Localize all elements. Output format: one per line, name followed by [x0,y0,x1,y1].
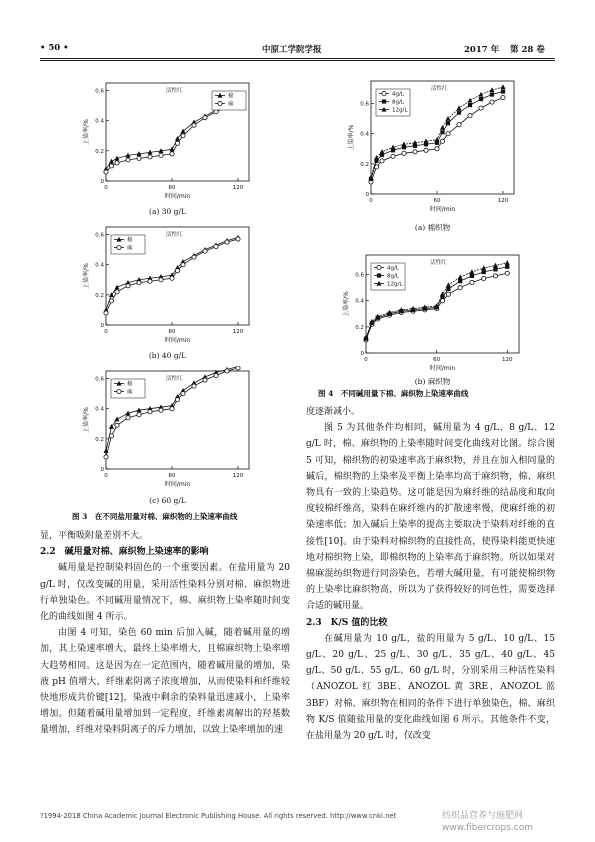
data-point [148,279,152,283]
data-point [225,240,229,244]
legend-label: 8g/L [392,99,404,106]
x-tick-label: 60 [168,185,176,191]
data-point [109,299,113,303]
data-point [181,392,185,396]
legend-label: 4g/L [387,265,399,272]
left-column-text [40,528,290,739]
data-point [501,89,505,93]
chart-annotation: 活性红 [166,232,183,238]
y-axis-label: 上染率/% [83,119,90,145]
y-tick-label: 0.6 [355,272,364,279]
data-point [104,311,108,315]
x-tick-label: 60 [168,473,176,479]
legend-label: 麻 [127,245,133,252]
data-point [170,152,174,156]
y-axis-label: 上染率/% [83,263,90,289]
data-point [214,373,218,377]
x-axis-label: 时间/min [164,193,191,200]
data-point [424,148,428,152]
data-point [148,155,152,159]
chart-annotation: 活性红 [166,88,183,94]
y-tick-label: 0 [100,467,104,473]
caption-cotton: (a) 棉织物 [414,223,451,232]
data-point [192,123,196,127]
legend-label: 麻 [228,101,234,108]
data-point [470,280,474,284]
data-point [458,286,462,290]
y-tick-label: 0.4 [95,118,104,125]
data-point [104,170,108,174]
y-tick-label: 0.4 [360,131,369,138]
data-point [159,278,163,282]
legend-marker [377,273,381,277]
legend-label: 麻 [127,389,133,396]
data-point [159,153,163,157]
data-point [181,134,185,138]
data-point [236,366,240,370]
data-point [214,245,218,249]
data-point [402,151,406,155]
legend-marker [382,91,386,95]
data-point [446,292,450,296]
data-point [435,147,439,151]
data-point [481,265,486,270]
figure-3-caption: 图 3 在不同盐用量对棉、麻织物的上染速率曲线 [72,512,238,521]
y-tick-label: 0 [100,179,104,185]
data-point [126,416,130,420]
data-point [493,263,498,268]
data-point [446,132,450,136]
caption-40gl: (b) 40 g/L [148,351,187,360]
left-paragraph-1: 碱用量是控制染料固色的一个重要因素。在盐用量为 20 g/L 时，仅改变碱的用量，采用活性染料分别对棉、麻织物进行单独染色。不同碱用量情况下，棉、麻织物上染率随时间变化的曲线如图 4 所示。 [40,563,290,623]
data-point [104,455,108,459]
x-axis-label: 时间/min [429,365,456,372]
x-tick-label: 120 [497,198,509,204]
data-point [458,279,462,283]
y-tick-label: 0.2 [95,436,104,443]
data-point [493,274,497,278]
x-tick-label: 0 [364,357,368,363]
legend-marker [117,389,121,393]
x-tick-label: 60 [433,357,441,363]
x-axis-label: 时间/min [429,206,456,213]
data-point [126,158,130,162]
data-point [482,270,486,274]
chart-annotation: 活性红 [430,260,447,266]
chart-60gl [80,366,255,491]
data-point [468,103,472,107]
data-point [137,413,141,417]
figure-4-caption: 图 4 不同碱用量下棉、麻织物上染速率曲线 [318,389,469,398]
caption-60gl: (c) 60 g/L [149,496,186,505]
data-point [457,123,461,127]
data-point [175,141,179,145]
copyright-footer: ?1994-2018 China Academic Journal Electronic Publishing House. All rights reserved. http://www.cnki.net [40,812,397,820]
chart-linen [340,250,525,375]
data-point [114,417,119,422]
left-paragraph-2: 由图 4 可知，染色 60 min 后加入碱，随着碱用量的增加，其上染速率增大，最终上染率增大，且棉麻织物上染率增大趋势相同。这是因为在一定范围内，随着碱用量的增加，染液 pH 值增大，纤维素阴离子浓度增加，从而使染料和纤维较快地形成共价键[12]，染液中剩余的染料量迅速减小，上染率增加。但随着碱用量增加到一定程度，纤维素离解出的羟基数量增加，纤维对染料阴离子的斥力增加，以致上染率增加的速 [40,628,290,736]
data-point [126,284,130,288]
data-point [236,237,240,241]
y-tick-label: 0.2 [95,292,104,299]
data-point [401,142,406,147]
data-point [456,105,461,110]
data-point [175,398,179,402]
data-point [148,410,152,414]
data-point [490,100,494,104]
data-point [391,154,395,158]
data-point [180,129,185,134]
x-axis-label: 时间/min [164,481,191,488]
caption-linen: (b) 麻织物 [414,377,451,386]
data-point [458,274,463,279]
y-tick-label: 0 [365,192,369,198]
data-point [469,269,474,274]
legend-marker [218,101,222,105]
data-point [479,97,483,101]
data-point [109,164,113,168]
y-tick-label: 0.6 [95,376,104,383]
data-point [457,111,461,115]
data-point [115,290,119,294]
legend-label: 12g/L [392,107,408,114]
legend-label: 棉 [127,237,133,244]
legend-marker [377,265,381,269]
y-axis-label: 上染率/% [343,291,350,317]
right-paragraph-2: 在碱用量为 10 g/L，盐的用量为 5 g/L、10 g/L、15 g/L、20 g/L、25 g/L、30 g/L、35 g/L、40 g/L、45 g/L、50 g/L、55 g/L、60 g/L 时，分别采用三种活性染料（ANOZOL 红 3BE、ANOZOL 黄 3RE、ANOZOL 蓝 3BF）对棉、麻织物在相同的条件下进行单独染色，棉、麻织物 K/S 值随盐用量的变化曲线如图 6 所示。其他条件不变，在盐用量为 20 g/L 时，仅改变 [306,633,555,742]
data-point [192,255,196,259]
y-tick-label: 0.2 [95,148,104,155]
data-point [413,150,417,154]
x-tick-label: 60 [433,198,441,204]
y-tick-label: 0.4 [95,262,104,269]
data-point [203,116,207,120]
data-point [181,263,185,267]
y-tick-label: 0 [360,351,364,357]
data-point [137,281,141,285]
data-point [159,408,163,412]
data-point [505,260,510,265]
x-tick-label: 0 [104,473,108,479]
page-number: • 50 • [40,43,69,53]
section-2-2-heading: 2.2 碱用量对棉、麻织物上染速率的影响 [40,547,209,558]
x-tick-label: 120 [501,357,513,363]
data-point [482,276,486,280]
data-point [380,159,384,163]
header-rule-thin [40,60,555,61]
data-point [115,161,119,165]
data-point [440,139,444,143]
y-axis-label: 上染率/% [348,124,355,151]
data-point [505,265,509,269]
watermark: 纺织品营养与施肥网 www.fibercrops.com [442,811,533,833]
data-point [468,114,472,118]
data-point [109,159,114,164]
x-tick-label: 0 [104,185,108,191]
chart-annotation: 活性红 [431,86,448,92]
y-axis-label: 上染率/% [83,407,90,433]
y-tick-label: 0.4 [95,406,104,413]
right-paragraph-1: 图 5 为其他条件均相同，碱用量为 4 g/L、8 g/L、12 g/L 时，棉、麻织物的上染率随时间变化曲线对比图。综合图 5 可知，棉织物的初染速率高于麻织物，并且在加入相同量的碱后，棉织物的上染率及平衡上染率均高于麻织物，棉、麻织物具有一致的上染趋势。这可能是因为麻纤维的结晶度和取向度较棉纤维高，染料在麻纤维内的扩散速率慢，使麻纤维的初染速率低；加入碱后上染率的提高主要取决于染料对纤维的直接性[10]。由于染料对棉织物的直接性高，使得染料能更快速地对棉织物上染，即棉织物的上染率高于麻织物。所以如果对棉麻混纺织物进行同浴染色，若增大碱用量，有可能使棉织物的上染率比麻织物高，所以为了获得较好的同色性，需要选择合适的碱用量。 [306,423,555,612]
legend-marker [382,99,386,103]
left-continuation: 显，平衡吸附量差别不大。 [40,531,149,541]
legend-label: 12g/L [387,281,403,288]
data-point [170,407,174,411]
data-point [192,384,196,388]
series-line [106,104,238,172]
journal-title: 中原工学院学报 [262,45,322,55]
y-tick-label: 0.2 [360,161,369,168]
data-point [170,276,174,280]
data-point [470,274,474,278]
x-tick-label: 60 [168,329,176,335]
data-point [109,434,113,438]
data-point [493,267,497,271]
data-point [440,125,445,130]
data-point [505,271,509,275]
data-point [115,423,119,427]
data-point [500,84,505,89]
data-point [490,92,494,96]
chart-annotation: 活性红 [166,376,183,382]
y-tick-label: 0 [100,323,104,329]
x-tick-label: 0 [104,329,108,335]
data-point [374,155,379,160]
x-tick-label: 120 [232,473,244,479]
y-tick-label: 0.4 [355,298,364,305]
x-tick-label: 120 [232,185,244,191]
data-point [175,269,179,273]
right-column-text [306,404,555,744]
caption-30gl: (a) 30 g/L [149,207,186,216]
y-tick-label: 0.2 [355,324,364,331]
x-tick-label: 120 [232,329,244,335]
data-point [137,156,141,160]
data-point [446,282,451,287]
data-point [203,378,207,382]
header-rule [40,58,555,59]
year: 2017 年 [464,45,500,55]
x-tick-label: 0 [369,198,373,204]
data-point [467,98,472,103]
chart-cotton [345,76,520,216]
volume: 第 28 卷 [510,45,545,55]
right-continuation: 度逐渐减小。 [306,407,361,417]
section-2-3-heading: 2.3 K/S 值的比较 [306,617,388,628]
data-point [203,249,207,253]
chart-40gl [80,222,255,347]
legend-label: 棉 [228,93,234,100]
legend-label: 4g/L [392,91,404,98]
data-point [225,369,229,373]
data-point [479,106,483,110]
legend-marker [117,245,121,249]
legend-label: 8g/L [387,273,399,280]
chart-30gl [80,78,255,203]
legend-label: 棉 [127,381,133,388]
data-point [501,95,505,99]
y-tick-label: 0.6 [360,101,369,108]
y-tick-label: 0.6 [95,232,104,239]
x-axis-label: 时间/min [164,337,191,344]
y-tick-label: 0.6 [95,88,104,95]
